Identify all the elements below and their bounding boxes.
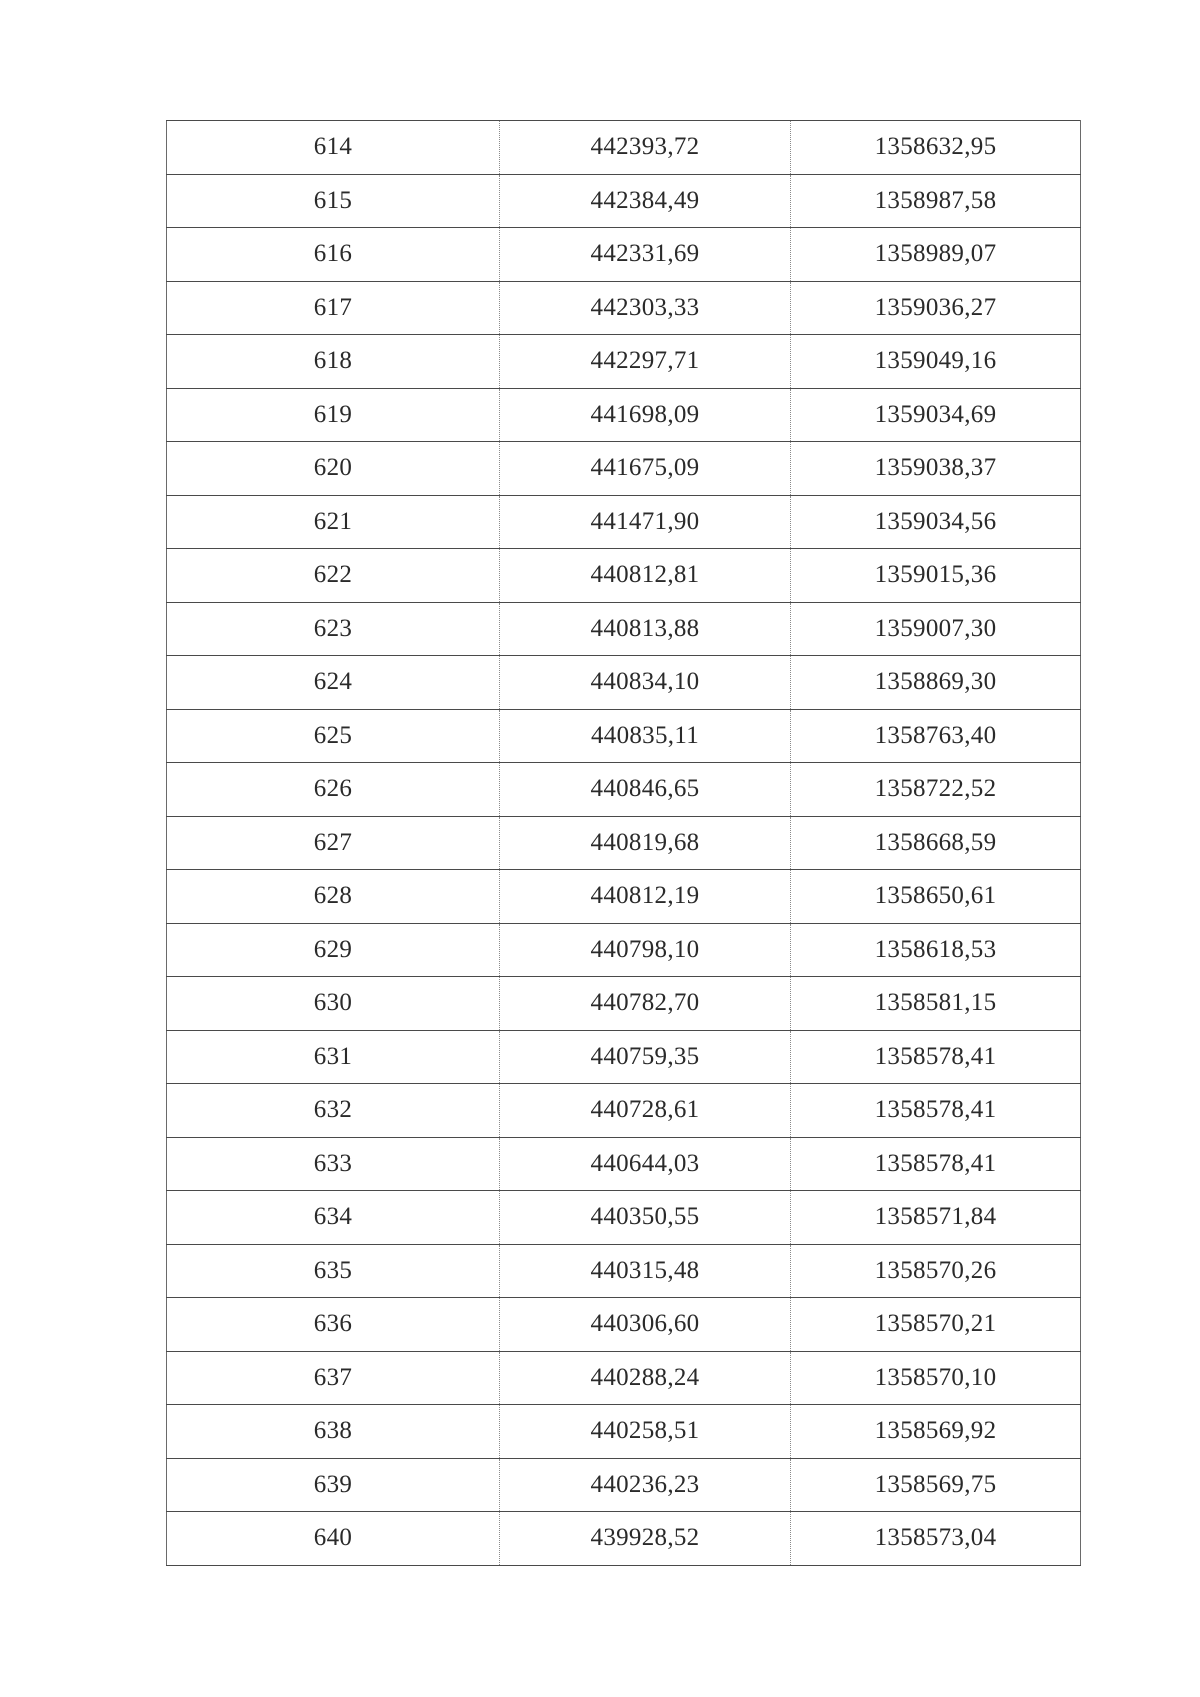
x-coordinate-cell: 441675,09 <box>500 442 791 496</box>
y-coordinate-cell: 1359038,37 <box>791 442 1081 496</box>
x-coordinate-cell: 440350,55 <box>500 1191 791 1245</box>
x-coordinate-cell: 440813,88 <box>500 602 791 656</box>
y-coordinate-cell: 1358722,52 <box>791 763 1081 817</box>
y-coordinate-cell: 1358569,92 <box>791 1405 1081 1459</box>
point-number-cell: 628 <box>167 870 500 924</box>
point-number-cell: 637 <box>167 1351 500 1405</box>
x-coordinate-cell: 440798,10 <box>500 923 791 977</box>
table-row <box>167 1458 1081 1512</box>
table-row <box>167 281 1081 335</box>
point-number-cell: 635 <box>167 1244 500 1298</box>
point-number-cell: 629 <box>167 923 500 977</box>
table-row <box>167 1137 1081 1191</box>
table-row <box>167 174 1081 228</box>
coordinates-table-body <box>167 121 1081 1566</box>
y-coordinate-cell: 1359015,36 <box>791 549 1081 603</box>
point-number-cell: 634 <box>167 1191 500 1245</box>
x-coordinate-cell: 440315,48 <box>500 1244 791 1298</box>
point-number-cell: 640 <box>167 1512 500 1566</box>
y-coordinate-cell: 1359049,16 <box>791 335 1081 389</box>
point-number-cell: 614 <box>167 121 500 175</box>
x-coordinate-cell: 439928,52 <box>500 1512 791 1566</box>
table-row <box>167 977 1081 1031</box>
x-coordinate-cell: 440835,11 <box>500 709 791 763</box>
table-row <box>167 1298 1081 1352</box>
y-coordinate-cell: 1358632,95 <box>791 121 1081 175</box>
x-coordinate-cell: 440236,23 <box>500 1458 791 1512</box>
point-number-cell: 619 <box>167 388 500 442</box>
y-coordinate-cell: 1358571,84 <box>791 1191 1081 1245</box>
y-coordinate-cell: 1359034,56 <box>791 495 1081 549</box>
table-row <box>167 1084 1081 1138</box>
y-coordinate-cell: 1358578,41 <box>791 1030 1081 1084</box>
x-coordinate-cell: 441471,90 <box>500 495 791 549</box>
point-number-cell: 638 <box>167 1405 500 1459</box>
y-coordinate-cell: 1358570,26 <box>791 1244 1081 1298</box>
point-number-cell: 636 <box>167 1298 500 1352</box>
table-row <box>167 1244 1081 1298</box>
x-coordinate-cell: 440782,70 <box>500 977 791 1031</box>
point-number-cell: 620 <box>167 442 500 496</box>
point-number-cell: 617 <box>167 281 500 335</box>
point-number-cell: 632 <box>167 1084 500 1138</box>
y-coordinate-cell: 1358581,15 <box>791 977 1081 1031</box>
table-row <box>167 549 1081 603</box>
point-number-cell: 630 <box>167 977 500 1031</box>
table-row <box>167 656 1081 710</box>
table-row <box>167 228 1081 282</box>
table-row <box>167 1512 1081 1566</box>
table-row <box>167 1191 1081 1245</box>
x-coordinate-cell: 440812,19 <box>500 870 791 924</box>
point-number-cell: 627 <box>167 816 500 870</box>
x-coordinate-cell: 440846,65 <box>500 763 791 817</box>
table-row <box>167 121 1081 175</box>
y-coordinate-cell: 1358578,41 <box>791 1137 1081 1191</box>
y-coordinate-cell: 1358570,10 <box>791 1351 1081 1405</box>
y-coordinate-cell: 1358650,61 <box>791 870 1081 924</box>
x-coordinate-cell: 440819,68 <box>500 816 791 870</box>
x-coordinate-cell: 440306,60 <box>500 1298 791 1352</box>
x-coordinate-cell: 442303,33 <box>500 281 791 335</box>
point-number-cell: 625 <box>167 709 500 763</box>
table-row <box>167 763 1081 817</box>
point-number-cell: 615 <box>167 174 500 228</box>
y-coordinate-cell: 1358869,30 <box>791 656 1081 710</box>
table-row <box>167 816 1081 870</box>
y-coordinate-cell: 1359036,27 <box>791 281 1081 335</box>
y-coordinate-cell: 1358989,07 <box>791 228 1081 282</box>
y-coordinate-cell: 1359034,69 <box>791 388 1081 442</box>
point-number-cell: 618 <box>167 335 500 389</box>
table-row <box>167 1030 1081 1084</box>
x-coordinate-cell: 441698,09 <box>500 388 791 442</box>
point-number-cell: 626 <box>167 763 500 817</box>
y-coordinate-cell: 1358763,40 <box>791 709 1081 763</box>
table-row <box>167 923 1081 977</box>
table-row <box>167 388 1081 442</box>
x-coordinate-cell: 440644,03 <box>500 1137 791 1191</box>
y-coordinate-cell: 1358569,75 <box>791 1458 1081 1512</box>
y-coordinate-cell: 1359007,30 <box>791 602 1081 656</box>
point-number-cell: 631 <box>167 1030 500 1084</box>
y-coordinate-cell: 1358573,04 <box>791 1512 1081 1566</box>
y-coordinate-cell: 1358578,41 <box>791 1084 1081 1138</box>
coordinates-table <box>166 120 1081 1566</box>
y-coordinate-cell: 1358987,58 <box>791 174 1081 228</box>
table-row <box>167 1405 1081 1459</box>
point-number-cell: 633 <box>167 1137 500 1191</box>
table-row <box>167 495 1081 549</box>
point-number-cell: 624 <box>167 656 500 710</box>
x-coordinate-cell: 442393,72 <box>500 121 791 175</box>
y-coordinate-cell: 1358668,59 <box>791 816 1081 870</box>
y-coordinate-cell: 1358618,53 <box>791 923 1081 977</box>
table-row <box>167 335 1081 389</box>
x-coordinate-cell: 440759,35 <box>500 1030 791 1084</box>
x-coordinate-cell: 440728,61 <box>500 1084 791 1138</box>
table-row <box>167 602 1081 656</box>
x-coordinate-cell: 442331,69 <box>500 228 791 282</box>
point-number-cell: 616 <box>167 228 500 282</box>
point-number-cell: 621 <box>167 495 500 549</box>
point-number-cell: 622 <box>167 549 500 603</box>
point-number-cell: 623 <box>167 602 500 656</box>
table-row <box>167 870 1081 924</box>
table-row <box>167 709 1081 763</box>
x-coordinate-cell: 442297,71 <box>500 335 791 389</box>
table-row <box>167 1351 1081 1405</box>
x-coordinate-cell: 440812,81 <box>500 549 791 603</box>
x-coordinate-cell: 442384,49 <box>500 174 791 228</box>
x-coordinate-cell: 440834,10 <box>500 656 791 710</box>
table-row <box>167 442 1081 496</box>
point-number-cell: 639 <box>167 1458 500 1512</box>
x-coordinate-cell: 440288,24 <box>500 1351 791 1405</box>
y-coordinate-cell: 1358570,21 <box>791 1298 1081 1352</box>
x-coordinate-cell: 440258,51 <box>500 1405 791 1459</box>
